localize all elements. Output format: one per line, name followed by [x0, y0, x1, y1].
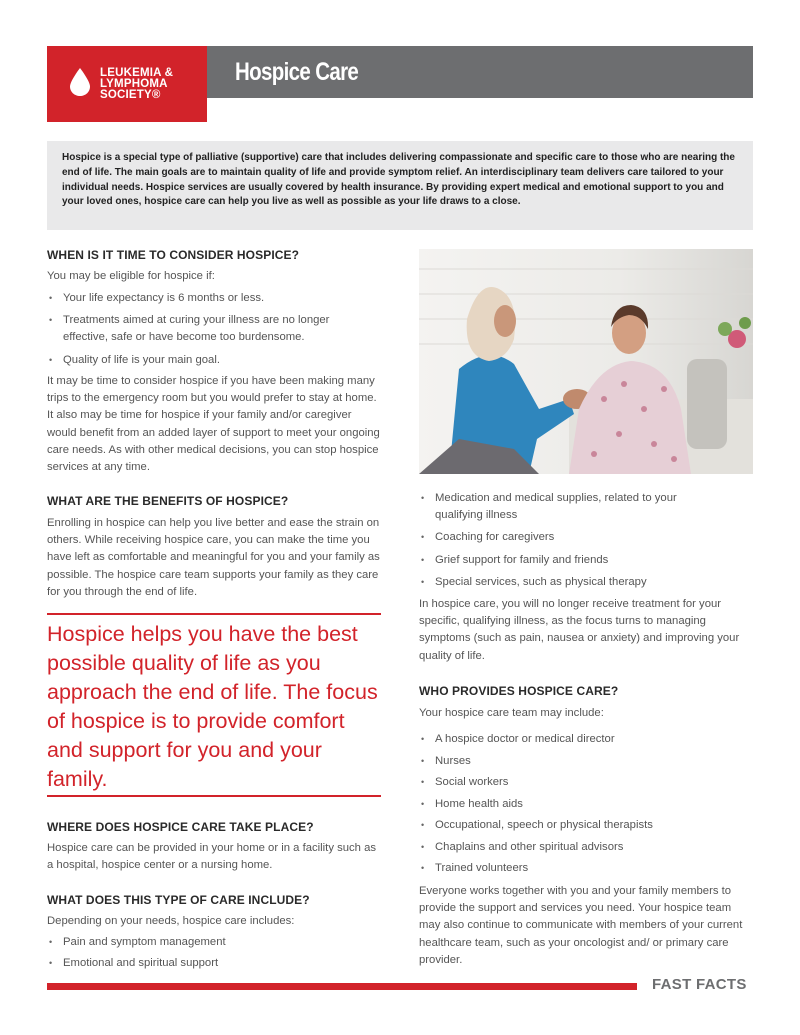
header [47, 46, 753, 122]
footer-label: FAST FACTS [652, 976, 747, 993]
care-includes-list-right [419, 490, 753, 591]
eligibility-lead: You may be eligible for hospice if: [47, 270, 215, 282]
quote-rule-top [47, 613, 381, 615]
list-item: • Trained volunteers [419, 860, 753, 877]
list-item: • A hospice doctor or medical director [419, 731, 753, 748]
heading-benefits: WHAT ARE THE BENEFITS OF HOSPICE? [47, 494, 289, 508]
heading-when-to-consider: WHEN IS IT TIME TO CONSIDER HOSPICE? [47, 248, 300, 262]
heading-care-includes: WHAT DOES THIS TYPE OF CARE INCLUDE? [47, 893, 310, 907]
team-lead: Your hospice care team may include: [419, 707, 604, 719]
list-item: • Emotional and spiritual support [47, 955, 381, 972]
logo-wordmark: LEUKEMIA & LYMPHOMA SOCIETY® [100, 67, 174, 101]
heading-who-provides: WHO PROVIDES HOSPICE CARE? [419, 684, 619, 698]
where-body: Hospice care can be provided in your home or in a facility such as a hospital, hospice center or a nursing home. [47, 842, 377, 872]
consider-body: It may be time to consider hospice if you have been making many trips to the emergency room but you would prefer to stay at home. It also may be time for hospice if your family and/or caregiver would benefit from an added layer of support to meet your ongoing care needs. As with other medical decisions, you can stop hospice services at any time. [47, 375, 380, 474]
list-item: • Special services, such as physical therapy [419, 574, 753, 591]
list-item: • Medication and medical supplies, related to your qualifying illness [419, 490, 753, 524]
caregiver-patient-illustration [419, 249, 753, 474]
intro-text: Hospice is a special type of palliative (supportive) care that includes delivering compassionate and specific care to those who are nearing the end of life. The main goals are to maintain quality of life and provide symptom relief. An interdisciplinary team delivers care tailored to your individual needs. Hospice services are usually covered by health insurance. By providing expert medical and emotional support to you and your loved ones, hospice care can help you live as well as possible as your life draws to a close. [62, 152, 735, 208]
list-item: • Treatments aimed at curing your illness are no longer effective, safe or have become too burdensome. [47, 312, 381, 346]
list-item: • Pain and symptom management [47, 934, 381, 951]
list-item: • Chaplains and other spiritual advisors [419, 839, 753, 856]
intro-box [47, 141, 753, 230]
list-item: • Social workers [419, 774, 753, 791]
team-body: Everyone works together with you and your family members to provide the support and services you need. Your hospice team may also continue to communicate with members of your current healthcare team, such as your oncologist and/ or primary care provider. [419, 885, 743, 966]
heading-where: WHERE DOES HOSPICE CARE TAKE PLACE? [47, 820, 314, 834]
title-bar [207, 46, 753, 98]
care-includes-lead: Depending on your needs, hospice care includes: [47, 915, 295, 927]
list-item: • Grief support for family and friends [419, 552, 753, 569]
blood-drop-icon [70, 68, 90, 96]
caregiver-patient-photo [419, 249, 753, 474]
pull-quote: Hospice helps you have the best possible quality of life as you approach the end of life. The focus of hospice is to provide comfort and support for you and your family. [47, 622, 378, 791]
footer-bar [47, 983, 637, 990]
eligibility-list [47, 290, 381, 369]
list-item: • Occupational, speech or physical therapists [419, 817, 753, 834]
list-item: • Coaching for caregivers [419, 529, 753, 546]
quote-rule-bottom [47, 795, 381, 797]
list-item: • Nurses [419, 753, 753, 770]
team-list [419, 731, 753, 877]
care-includes-body: In hospice care, you will no longer receive treatment for your specific, qualifying illness, as the focus turns to managing symptoms (such as pain, nausea or anxiety) and improving your quality of life. [419, 598, 740, 662]
list-item: • Your life expectancy is 6 months or less. [47, 290, 381, 307]
list-item: • Quality of life is your main goal. [47, 352, 381, 369]
benefits-body: Enrolling in hospice can help you live better and ease the strain on others. While receiving hospice care, you can make the time you have left as comfortable and meaningful for you and your family as possible. The hospice care team supports your family as they care for you through the end of life. [47, 517, 380, 598]
list-item: • Home health aids [419, 796, 753, 813]
lls-logo [47, 46, 207, 122]
page-title: Hospice Care [235, 58, 359, 86]
care-includes-list-left [47, 934, 381, 972]
